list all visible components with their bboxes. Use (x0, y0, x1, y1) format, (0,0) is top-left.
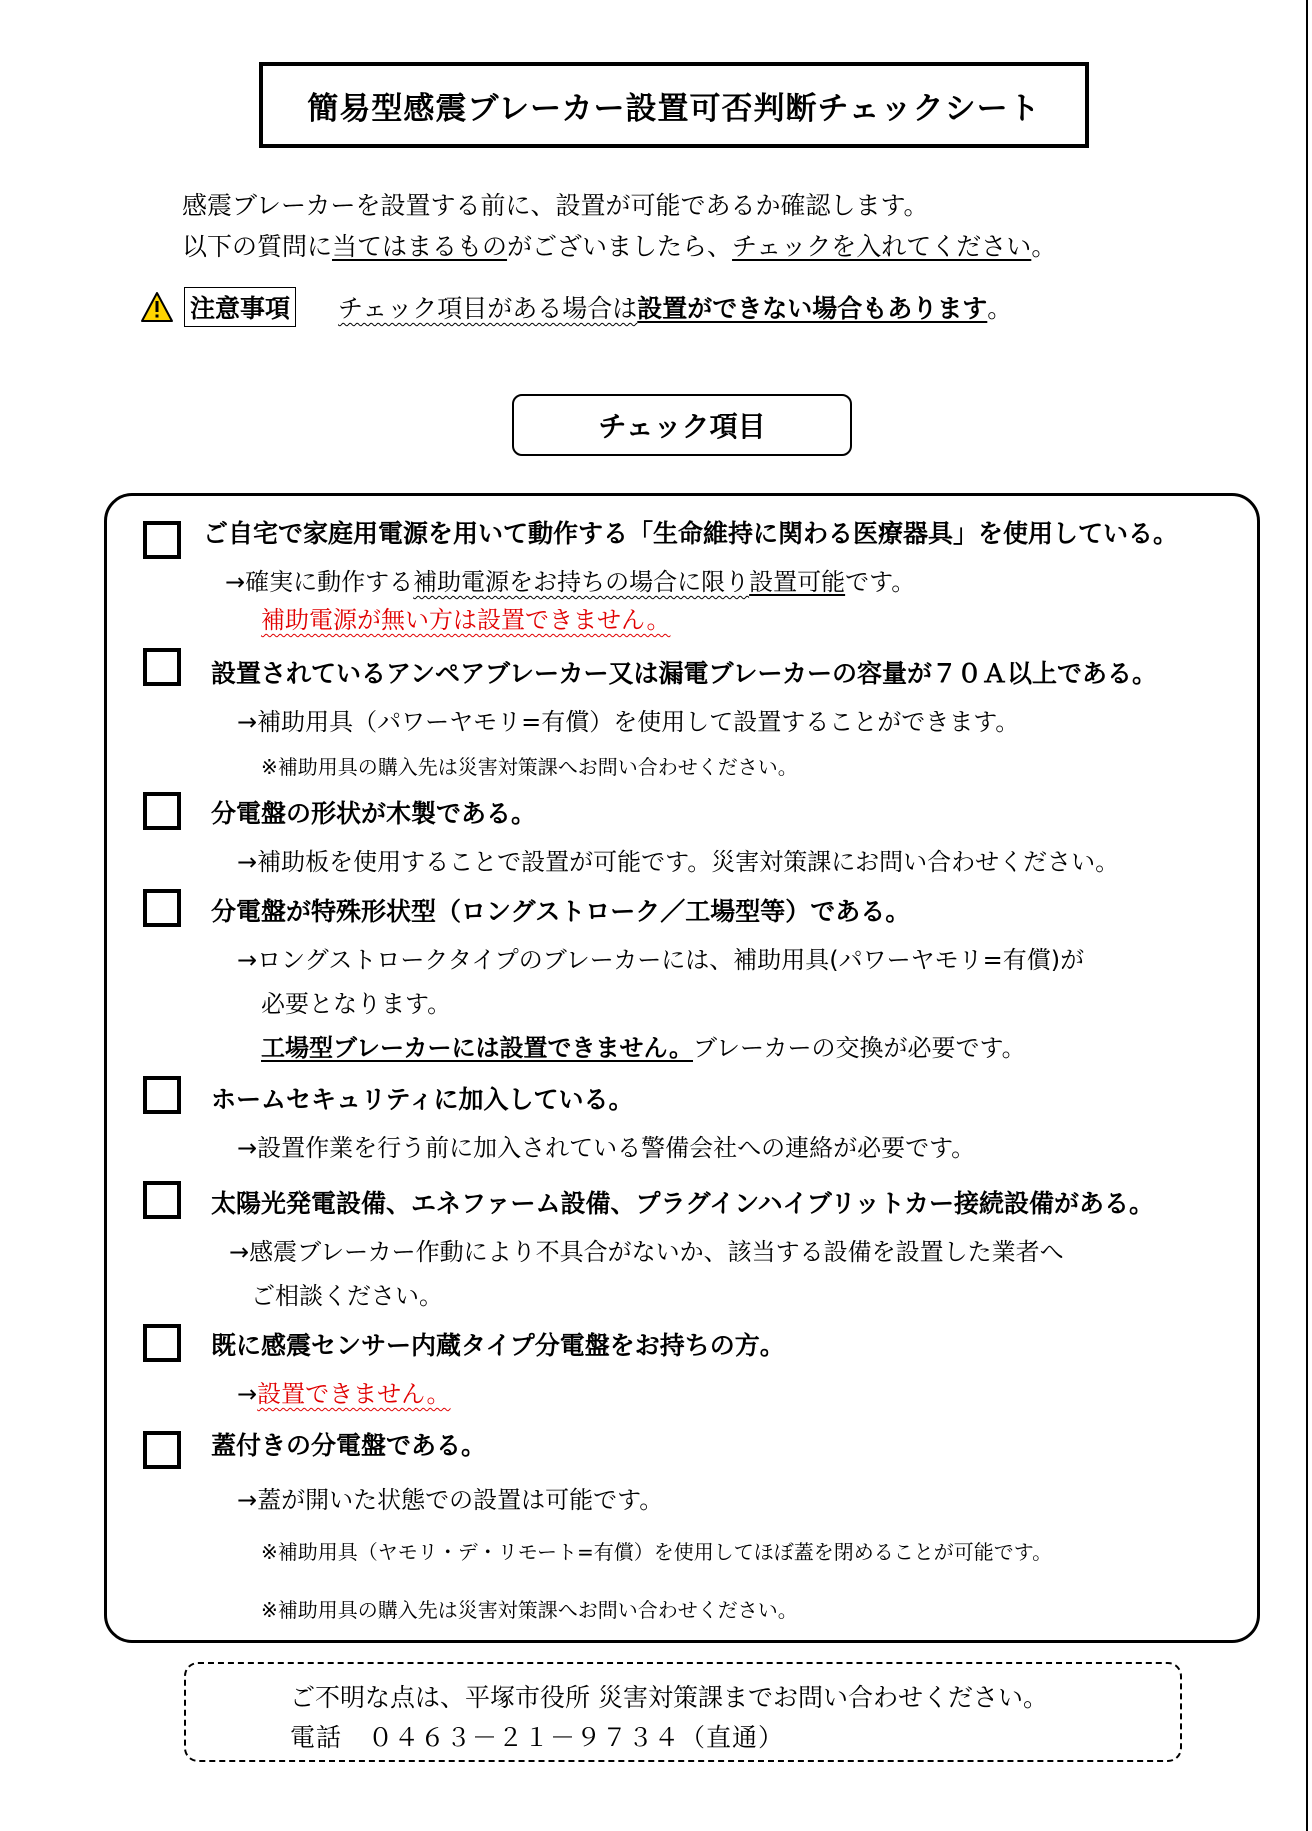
item-4-question: 分電盤が特殊形状型（ロングストローク／工場型等）である。 (211, 897, 911, 926)
item-5-line-1: →設置作業を行う前に加入されている警備会社への連絡が必要です。 (237, 1134, 976, 1162)
checkbox-item-1[interactable] (143, 521, 181, 559)
item-4-line-3-b: ブレーカーの交換が必要です。 (693, 1034, 1026, 1062)
item-8-line-1: →蓋が開いた状態での設置は可能です。 (237, 1486, 664, 1514)
contact-box (184, 1662, 1182, 1762)
notice-text-b: 設置ができない場合もあります (637, 294, 988, 323)
checkbox-item-5[interactable] (143, 1076, 181, 1114)
item-4-line-3-a: 工場型ブレーカーには設置できません。 (261, 1034, 693, 1062)
notice (140, 287, 1012, 327)
check-items-panel (104, 493, 1260, 1643)
checkbox-item-2[interactable] (143, 648, 181, 686)
checkbox-item-7[interactable] (143, 1324, 181, 1362)
intro-line-1: 感震ブレーカーを設置する前に、設置が可能であるか確認します。 (182, 191, 929, 220)
intro-line-2 (182, 227, 1056, 263)
intro-line-2-c: がございましたら、 (507, 232, 733, 261)
item-8-note-1: ※補助用具（ヤモリ・デ・リモート=有償）を使用してほぼ蓋を閉めることが可能です。 (261, 1540, 1053, 1564)
item-1-line-1 (225, 562, 915, 597)
item-4-line-1: →ロングストロークタイプのブレーカーには、補助用具(パワーヤモリ=有償)が (237, 946, 1085, 974)
item-1-line-2: 補助電源が無い方は設置できません。 (261, 606, 671, 634)
item-4-line-2: 必要となります。 (261, 990, 452, 1018)
intro-line-2-a: 以下の質問に (182, 232, 333, 261)
notice-label: 注意事項 (184, 287, 296, 327)
item-4-line-3 (261, 1028, 1026, 1063)
item-1-question: ご自宅で家庭用電源を用いて動作する「生命維持に関わる医療器具」を使用している。 (203, 519, 1179, 548)
item-1-line-1-c: 設置可能 (749, 568, 846, 596)
checkbox-item-4[interactable] (143, 889, 181, 927)
contact-line-1: ご不明な点は、平塚市役所 災害対策課までお問い合わせください。 (290, 1683, 1048, 1712)
item-6-question: 太陽光発電設備、エネファーム設備、プラグインハイブリットカー接続設備がある。 (211, 1189, 1155, 1218)
item-1-line-1-d: です。 (845, 568, 916, 596)
item-2-note: ※補助用具の購入先は災害対策課へお問い合わせください。 (261, 755, 798, 779)
item-1-line-1-a: →確実に動作する (225, 568, 414, 596)
intro-line-2-d: チェックを入れてください (732, 232, 1032, 261)
item-3-question: 分電盤の形状が木製である。 (211, 799, 537, 828)
item-2-line-1: →補助用具（パワーヤモリ=有償）を使用して設置することができます。 (237, 708, 1020, 736)
item-6-line-2: ご相談ください。 (251, 1282, 443, 1310)
check-items-heading: チェック項目 (512, 394, 852, 456)
item-6-line-1: →感震ブレーカー作動により不具合がないか、該当する設備を設置した業者へ (229, 1238, 1064, 1266)
notice-text-c: 。 (987, 294, 1013, 323)
item-8-question: 蓋付きの分電盤である。 (211, 1431, 487, 1460)
warning-triangle-icon (140, 291, 174, 323)
item-3-line-1: →補助板を使用することで設置が可能です。災害対策課にお問い合わせください。 (237, 848, 1120, 876)
contact-phone: 電話 ０４６３－２１－９７３４（直通） (290, 1723, 785, 1752)
checkbox-item-3[interactable] (143, 792, 181, 830)
checkbox-item-6[interactable] (143, 1181, 181, 1219)
intro-line-2-e: 。 (1031, 232, 1057, 261)
item-7-question: 既に感震センサー内蔵タイプ分電盤をお持ちの方。 (211, 1331, 785, 1360)
item-7-line-1 (237, 1374, 451, 1409)
item-2-question: 設置されているアンペアブレーカー又は漏電ブレーカーの容量が７０Ａ以上である。 (211, 659, 1158, 688)
item-8-note-2: ※補助用具の購入先は災害対策課へお問い合わせください。 (261, 1598, 798, 1622)
checkbox-item-8[interactable] (143, 1431, 181, 1469)
intro-line-2-b: 当てはまるもの (332, 232, 508, 261)
item-7-line-1-b: 設置できません。 (257, 1380, 451, 1408)
page-title: 簡易型感震ブレーカー設置可否判断チェックシート (259, 62, 1089, 148)
item-5-question: ホームセキュリティに加入している。 (211, 1085, 634, 1114)
notice-text (338, 289, 1012, 325)
item-7-line-1-a: → (237, 1380, 258, 1408)
notice-text-a: チェック項目がある場合は (338, 294, 638, 323)
page-edge-line (1306, 0, 1308, 1831)
item-1-line-1-b: 補助電源をお持ちの場合に限り (413, 568, 750, 596)
